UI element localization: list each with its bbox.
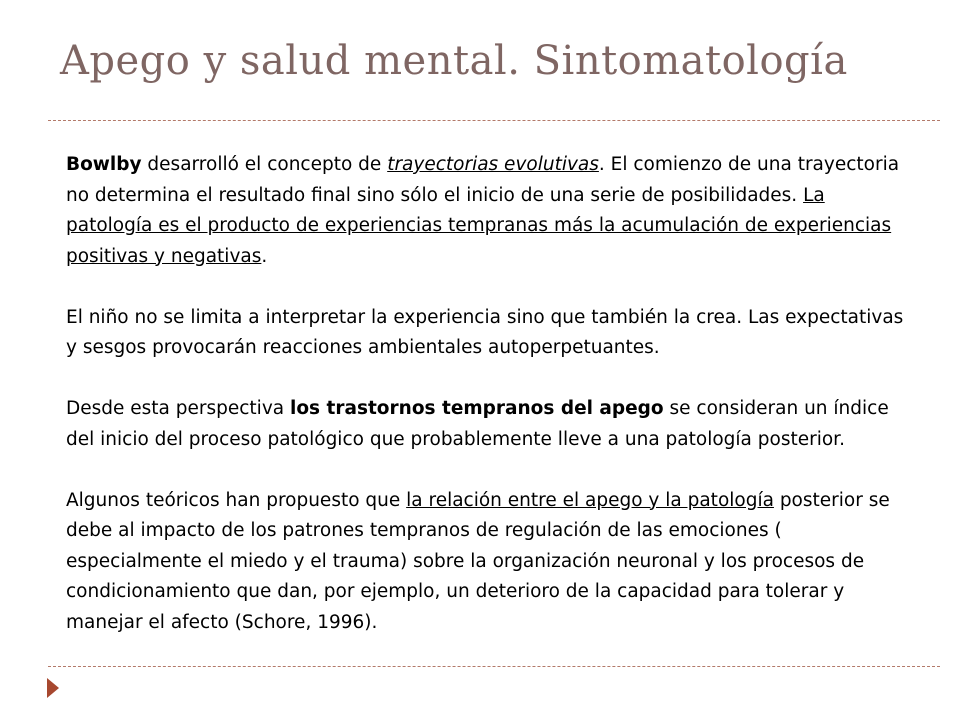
- paragraph-nino: El niño no se limita a interpretar la experiencia sino que también la crea. Las expectativas y sesgos provocarán reacciones ambientales autoperpetuantes.: [66, 306, 904, 358]
- p4-text-b: posterior se debe al impacto de los patrones tempranos de regulación de las emociones ( especialmente el miedo y el trauma) sobre la organización neuronal y los procesos de condicionamiento que dan, por ejemplo, un deterioro de la capacidad para tolerar y manejar el afecto (Schore, 1996).: [66, 489, 890, 633]
- slide-body: [66, 150, 906, 638]
- p1-text-b: . El comienzo de una trayectoria no determina el resultado final sino sólo el inicio de una serie de posibilidades.: [66, 154, 900, 206]
- p1-text-c: .: [261, 245, 268, 267]
- p4-text-a: Algunos teóricos han propuesto que: [66, 489, 407, 511]
- footer-divider: [48, 666, 940, 667]
- p3-text-a: Desde esta perspectiva: [66, 398, 290, 419]
- p1-underlined: La patología es el producto de experiencias tempranas más la acumulación de experiencias positivas y negativas: [66, 184, 892, 267]
- bold-trastornos: los trastornos tempranos del apego: [290, 398, 664, 419]
- p4-underlined: la relación entre el apego y la patología: [406, 489, 774, 511]
- p1-text-a: desarrolló el concepto de: [141, 154, 388, 175]
- slide-title: Apego y salud mental. Sintomatología: [60, 38, 848, 84]
- triangle-right-icon: [47, 678, 59, 698]
- paragraph-bowlby: [66, 150, 906, 272]
- paragraph-perspectiva: [66, 394, 906, 455]
- bold-bowlby: Bowlby: [66, 154, 142, 175]
- p3-text-b: se consideran un índice del inicio del proceso patológico que probablemente lleve a una patología posterior.: [66, 398, 889, 450]
- term-trayectorias: trayectorias evolutivas: [387, 154, 599, 175]
- title-divider: [48, 120, 940, 121]
- paragraph-teoricos: [66, 486, 906, 639]
